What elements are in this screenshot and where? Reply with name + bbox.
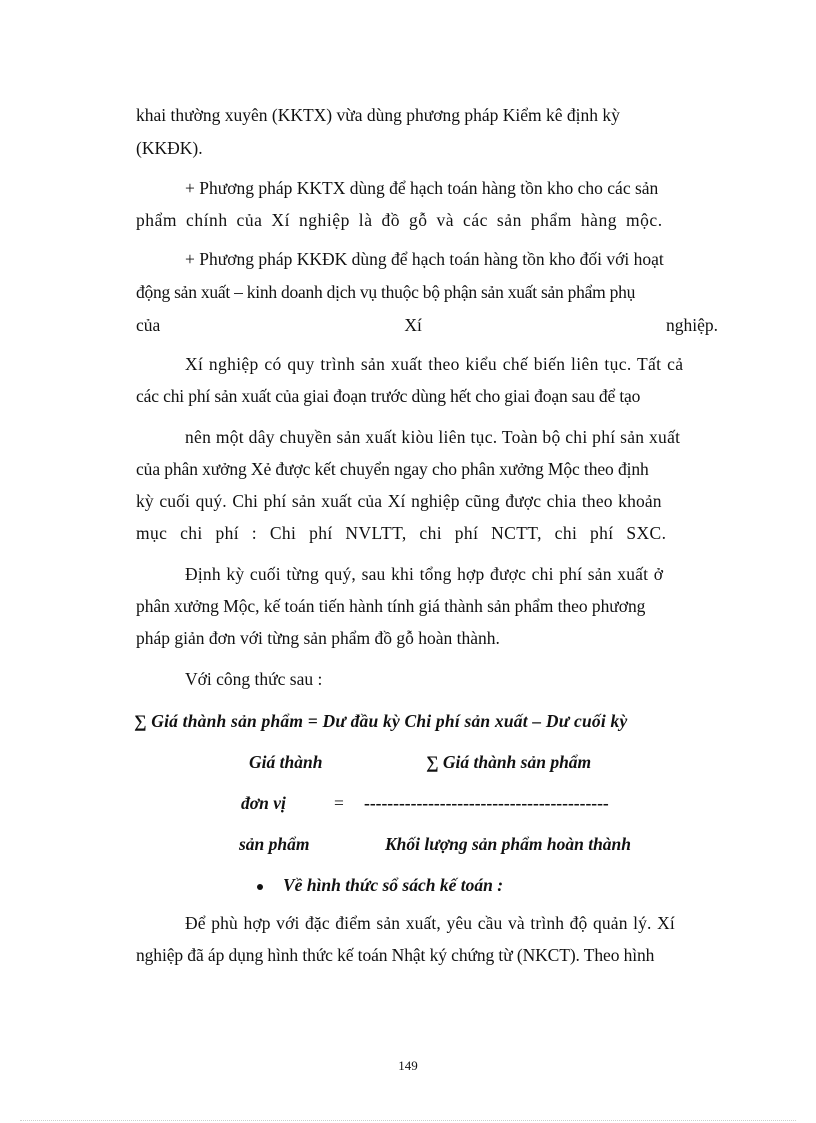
paragraph-line: pháp giản đơn với từng sản phẩm đồ gỗ hoàn thành. [136,628,500,648]
spread-word: Xí [404,315,422,335]
formula-denominator: Khối lượng sản phẩm hoàn thành [385,834,632,854]
paragraph-line: nghiệp đã áp dụng hình thức kế toán Nhật ký chứng từ (NKCT). Theo hình [136,945,655,965]
paragraph-line: mục chi phí : Chi phí NVLTT, chi phí NCTT, chi phí SXC. [136,523,667,543]
paragraph-line: kỳ cuối quý. Chi phí sản xuất của Xí nghiệp cũng được chia theo khoản [136,491,662,511]
paragraph-line: phẩm chính của Xí nghiệp là đồ gỗ và các sản phẩm hàng mộc. [136,210,663,230]
formula-label-line3: sản phẩm [239,834,310,854]
bullet-heading [257,875,503,896]
formula-fraction-bar: ------------------------------------------ [364,793,609,813]
paragraph-line: nên một dây chuyền sản xuất kiòu liên tục. Toàn bộ chi phí sản xuất [185,427,681,447]
paragraph-line: Định kỳ cuối từng quý, sau khi tổng hợp được chi phí sản xuất ở [185,564,664,584]
paragraph-line: Để phù hợp với đặc điểm sản xuất, yêu cầu và trình độ quản lý. Xí [185,913,675,933]
paragraph-line: các chi phí sản xuất của giai đoạn trước dùng hết cho giai đoạn sau để tạo [136,386,641,406]
paragraph-line: Với công thức sau : [185,669,323,689]
formula-label-line2: đơn vị [241,793,286,813]
spread-word: của [136,315,161,335]
page-number: 149 [398,1058,418,1073]
bullet-text: Về hình thức sổ sách kế toán : [283,875,504,895]
paragraph-line [136,104,718,126]
formula-equals: = [334,793,344,813]
spread-word: nghiệp. [665,315,718,335]
text-line: khai thường xuyên (KKTX) vừa dùng phương pháp Kiểm kê định kỳ [136,105,620,125]
paragraph-line: + Phương pháp KKĐK dùng để hạch toán hàng tồn kho đối với hoạt [185,249,664,269]
page-bottom-border [20,1120,796,1121]
paragraph-line: Xí nghiệp có quy trình sản xuất theo kiểu chế biến liên tục. Tất cả [185,354,684,374]
formula-numerator: ∑ Giá thành sản phẩm [426,752,592,772]
paragraph-line-spread [136,314,718,336]
bullet-dot-icon [257,884,263,890]
paragraph-line: (KKĐK). [136,138,203,158]
paragraph-line: động sản xuất – kinh doanh dịch vụ thuộc bộ phận sản xuất sản phẩm phụ [136,282,636,302]
formula-main: ∑ Giá thành sản phẩm = Dư đầu kỳ Chi phí sản xuất – Dư cuối kỳ [134,711,628,731]
paragraph-line: phân xưởng Mộc, kế toán tiến hành tính giá thành sản phẩm theo phương [136,596,646,616]
paragraph-line: + Phương pháp KKTX dùng để hạch toán hàng tồn kho cho các sản [185,178,659,198]
formula-label-line1: Giá thành [249,752,323,772]
paragraph-line: của phân xưởng Xẻ được kết chuyển ngay cho phân xưởng Mộc theo định [136,459,649,479]
